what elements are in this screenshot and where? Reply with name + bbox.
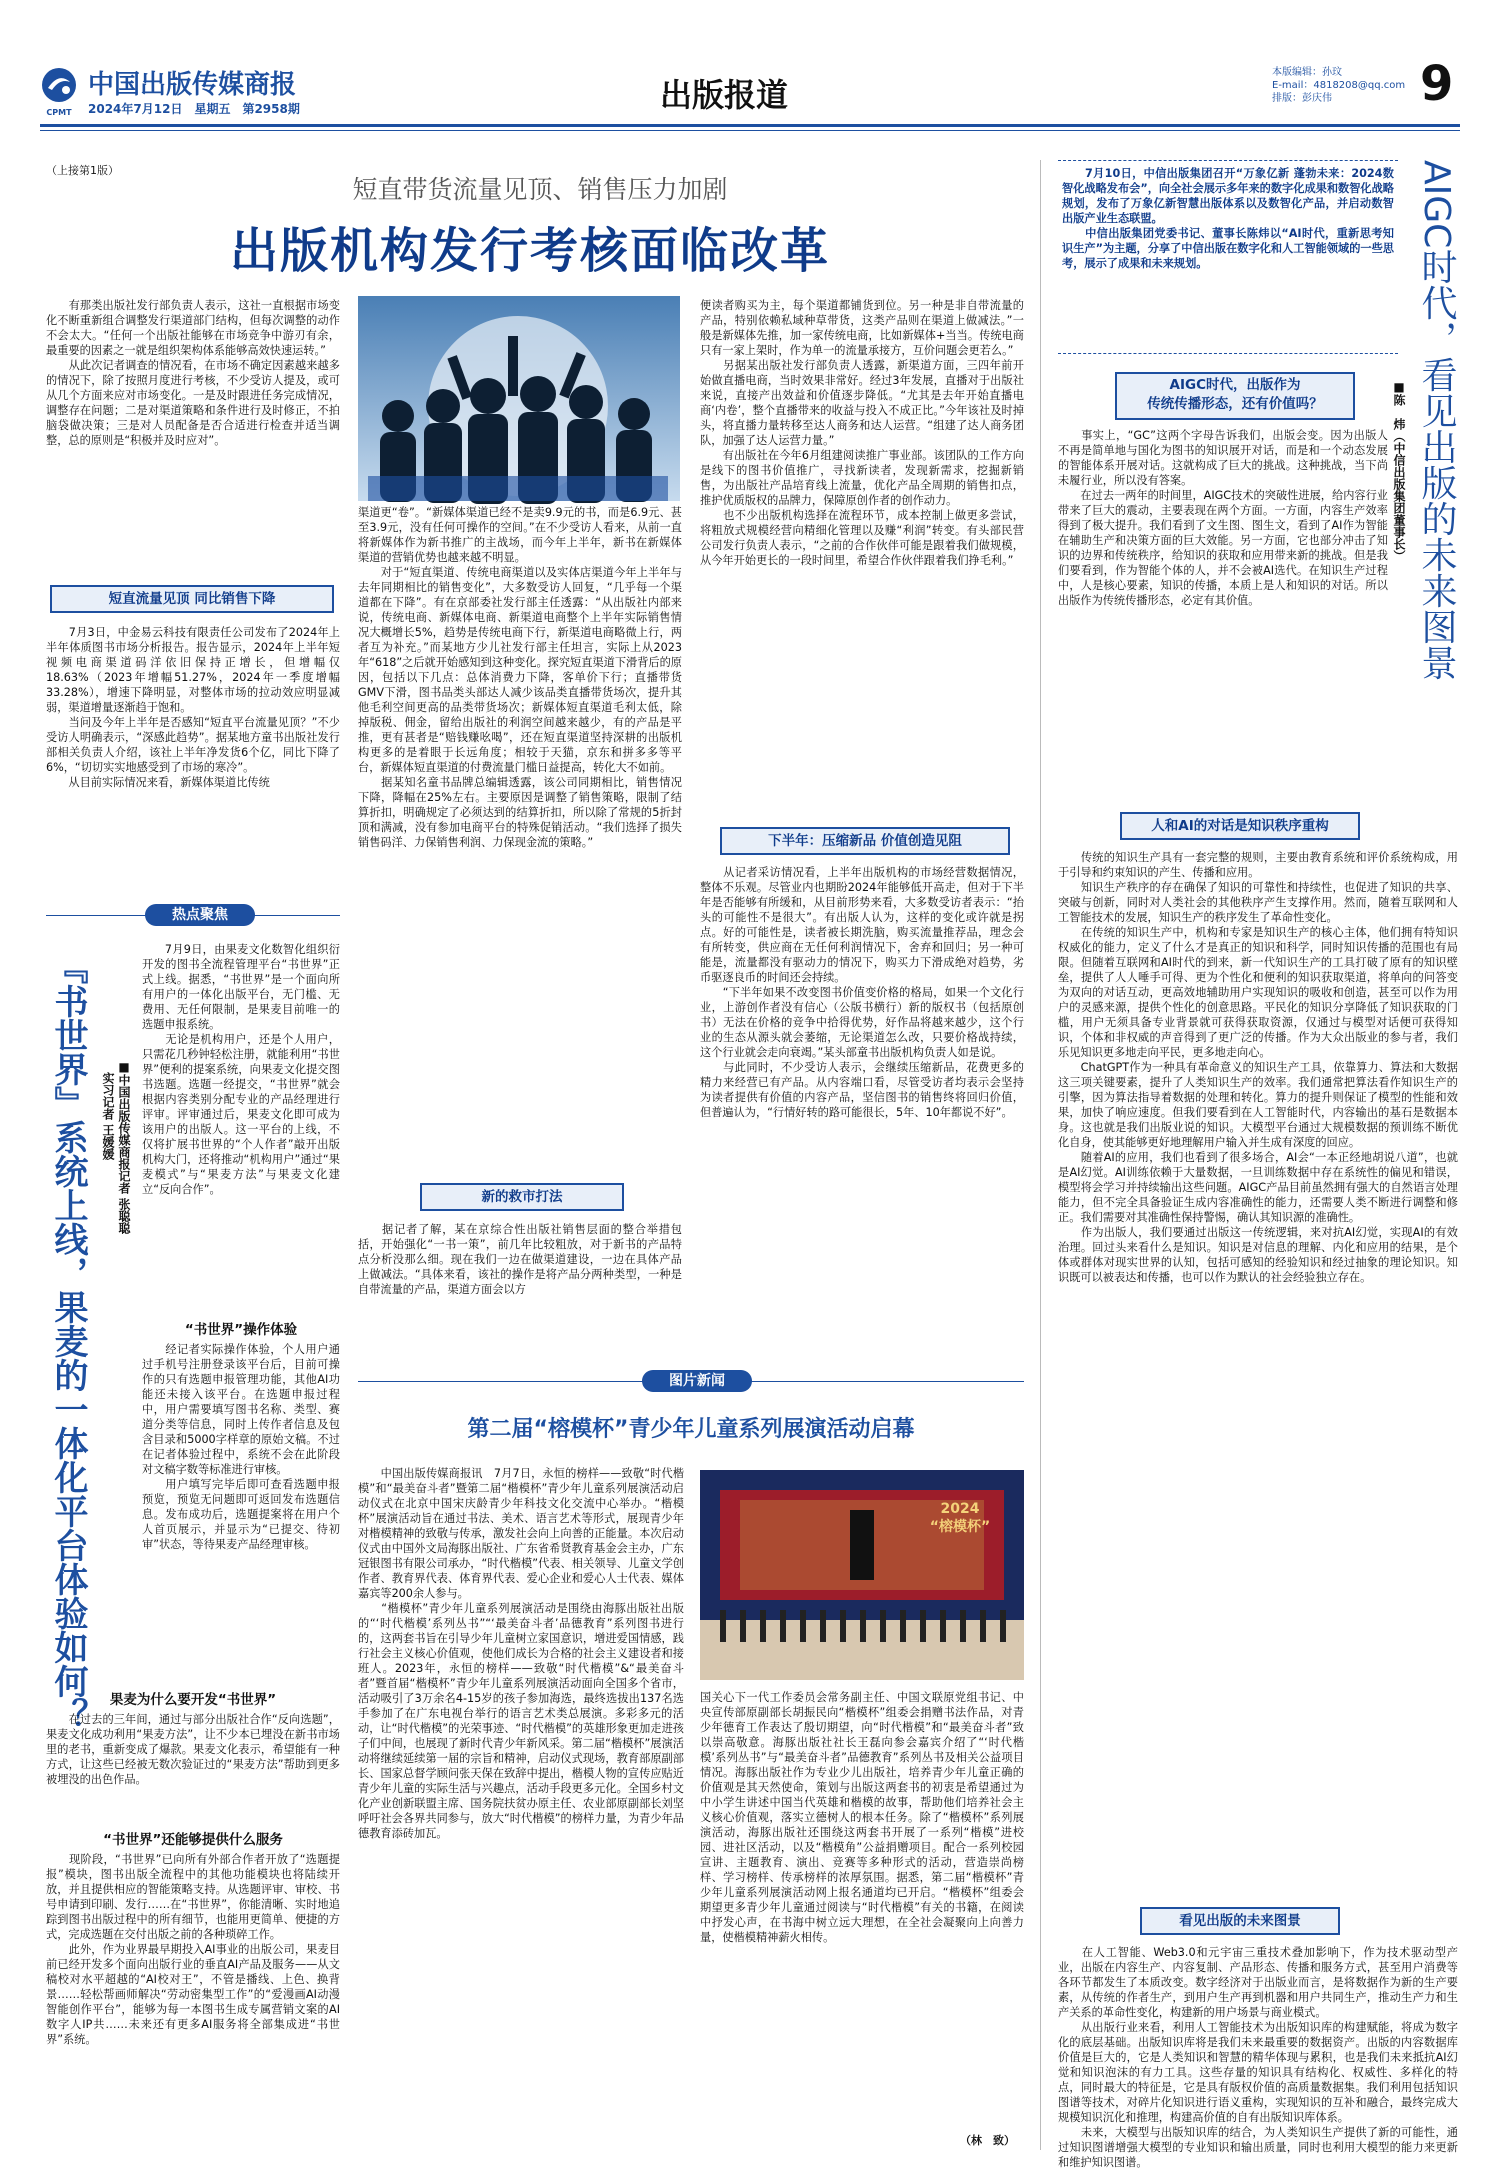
lead-kicker: 短直带货流量见顶、销售压力加剧: [352, 175, 728, 204]
issue-line: 2024年7月12日 星期五 第2958期: [88, 102, 300, 116]
column-divider: [1040, 160, 1041, 2150]
section-title: 出版报道: [660, 76, 789, 114]
aigc-intro: 7月10日，中信出版集团召开“万象亿新 蓬勃未来：2024数智化战略发布会”，向全社会展示多年来的数字化成果和数智化战略规划，发布了万象亿新智慧出版体系以及数智化产品，并启动数智出版产业生态联盟。 中信出版集团党委书记、董事长陈炜以“AI时代，重新思考知识生产”为主题，分享了中信出版在数字化和人工智能领域的一些思考，展示了成果和未来规划。: [1062, 167, 1394, 270]
newspaper-logo-icon: [40, 66, 78, 117]
hot-vertical-headline: 『书世界』系统上线，果麦的一体化平台体验如何？: [48, 950, 88, 1732]
aigc-paragraph-3: 在人工智能、Web3.0和元宇宙三重技术叠加影响下，作为技术驱动型产业，出版在内容生产、内容复制、产品形态、传播和服务方式，甚至用户消费等各环节都发生了本质改变。数字经济对于出版业而言，是将数据作为新的生产要素，从传统的作者生产，到用户生产再到机器和用户共同生产，推动生产力和生产关系的革命性变化，构建新的用户场景与商业模式。 从出版行业来看，利用人工智能技术为出版知识库的构建赋能，将成为数字化的底层基础。出版知识库将是我们未来最重要的数据资产。出版的内容数据库价值是巨大的，它是人类知识和智慧的精华体现与累积，也是我们未来抵抗AI幻觉和知识泡沫的有力工具。这些存量的知识具有结构化、权威性、多样化的特点，同时最大的特征是，它是具有版权价值的高质量数据集。我们利用包括知识图谱等技术，对碎片化知识进行语义重构，实现知识的互补和融合，最终完成大规模知识沉化和推理，构建高价值的自有出版知识库体系。 未来，大模型与出版知识库的结合，为人类知识生产提供了新的可能性，通过知识图谱增强大模型的专业知识和输出质量，同时也利用大模型的能力来更新和维护知识图谱。: [1058, 1946, 1458, 2169]
lead-column-1b: 7月3日，中金易云科技有限责任公司发布了2024年上半年体质图书市场分析报告。报告显示，2024年上半年短视频电商渠道码洋依旧保持正增长，但增幅仅18.63%（2023年增幅51.27%，2024年一季度增幅33.28%），增速下降明显，对整体市场的拉动效应明显减弱，渠道增量逐渐趋于饱和。 当问及今年上半年是否感知“短直平台流量见顶？”不少受访人明确表示，“深感此趋势”。据某地方童书出版社发行部相关负责人介绍，该社上半年净发货6个亿，同比下降了6%，“切切实实地感受到了市场的寒冷”。 从目前实际情况来看，新媒体渠道比传统: [46, 626, 340, 789]
hot-subhead-services: “书世界”还能够提供什么服务: [103, 1832, 283, 1848]
aigc-paragraph-1: 事实上，“GC”这两个字母告诉我们，出版会变。因为出版人不再是简单地与国化为图书的知识展开对话，而是和一个动态发展的智能体系开展对话。这就构成了巨大的挑战。这种挑战，当下尚未履行业，所以没有答案。 在过去一两年的时间里，AIGC技术的突破性进展，给内容行业带来了巨大的震动，主要表现在两个方面。一方面，内容生产效率得到了极大提升。我们看到了文生图、图生文，看到了AI作为智能在辅助生产和决策方面的巨大效能。另一方面，它也部分冲击了知识的边界和传统秩序，给知识的获取和应用带来新的挑战。但是我们要看到，作为智能个体的人，并不会被AI选代。在知识生产过程中，人是核心要素，知识的传播，本质上是人和知识的对话。所以出版作为传统传播形态，必定有其价值。: [1058, 429, 1388, 607]
editor-credits: 本版编辑：孙玟 E-mail：4818208@qq.com 排版：彭庆伟: [1272, 67, 1406, 104]
lead-column-2: 渠道更“卷”。“新媒体渠道已经不是卖9.9元的书，而是6.9元、甚至3.9元，没有任何可操作的空间。”在不少受访人看来，从前一直将新媒体作为新书推广的主战场，而今年上半年，新书在新媒体渠道的营销优势也越来越不明显。 对于“短直渠道、传统电商渠道以及实体店渠道今年上半年与去年同期相比的销售变化”，大多数受访人回复，“几乎每一个渠道都在下降”。有在京部委社发行部主任透露：“从出版社内部来说，传统电商、新媒体电商、新渠道电商整个上半年实际销售情况大概增长5%，趋势是传统电商下行，新渠道电商略微上行，两者互为补充。”而某地方少儿社发行部主任坦言，实际上从2023年“618”之后就开始感知到这种变化。探究短直渠道下滑背后的原因，包括以下几点：总体消费力下降，客单价下行；直播带货GMV下滑，图书品类头部达人减少该品类直播带货场次，提升其他毛利空间更高的品类带货场次；新媒体短直渠道毛利太低，除掉版税、佣金，留给出版社的利润空间越来越少，有的产品是平推，更有甚者是“赔钱赚吆喝”，还在短直渠道坚持深耕的出版机构更多的是着眼于长远角度；相较于天猫，京东和拼多多等平台，新媒体短直渠道的付费流量门槛日益提高，转化大不如前。 据某知名童书品牌总编辑透露，该公司同期相比，销售情况下降，降幅在25%左右。主要原因是调整了销售策略，限制了结算折扣，明确规定了必须达到的结算折扣，所以除了常规的5折封顶和满减，没有参加电商平台的特殊促销活动。“我们选择了损失销售码洋、力保销售利润、力保现金流的策略。”: [358, 506, 682, 849]
hot-byline: ■中国出版传媒商报记者 张聪聪 实习记者 王媛媛: [101, 1060, 131, 1235]
masthead: [40, 56, 1460, 122]
hot-paragraph-1: 7月9日，由果麦文化数智化组织衍开发的图书全流程管理平台“书世界”正式上线。据悉，“书世界”是一个面向所有用户的一体化出版平台，无门槛、无费用、无任何限制，是果麦目前唯一的选题申报系统。 无论是机构用户，还是个人用户，只需花几秒钟轻松注册，就能利用“书世界”便利的提案系统，向果麦文化提交图书选题。选题一经提交，“书世界”就会根据内容类别分配专业的产品经理进行评审。评审通过后，果麦文化即可成为该用户的出版人。这一平台的上线，不仅将扩展书世界的“个人作者”敲开出版机构大门，还将推动“机构用户”通过“果麦模式”与“果麦方法”与果麦文化建立“反向合作”。: [142, 943, 340, 1196]
hot-subhead-experience: “书世界”操作体验: [184, 1322, 298, 1338]
lead-headline: 出版机构发行考核面临改革: [229, 223, 830, 279]
subhead-new-tactics: 新的救市打法: [420, 1183, 624, 1211]
photo-news-tag: 图片新闻: [642, 1370, 752, 1392]
stage-banner-text: 2024 “榕模杯”: [929, 1501, 991, 1535]
lead-column-1: 有那类出版社发行部负责人表示，这社一直根据市场变化不断重新组合调整发行渠道部门结构，但每次调整的动作不会太大。“任何一个出版社能够在市场竞争中游刃有余，最重要的因素之一就是组织架构体系能够高效快速运转。” 从此次记者调查的情况看，在市场不确定因素越来越多的情况下，除了按照月度进行考核，不少受访人提及，或可从几个方面来应对市场变化。一是及时跟进任务完成情况，调整存在问题；二是对渠道策略和条件进行及时修正，不拍脑袋做决策；三是对人员配备是否合适进行检查并适当调整，总的原则是“积极并及时应对”。: [46, 299, 340, 447]
hot-paragraph-4: 现阶段，“书世界”已向所有外部合作者开放了“选题提报”模块，图书出版全流程中的其他功能模块也将陆续开放，并且提供相应的智能策略支持。从选题评审、审校、书号申请到印刷、发行……在“书世界”，你能清晰、实时地追踪到图书出版过程中的所有细节，也能用更简单、便捷的方式，完成选题在交付出版之前的各种琐碎工作。 此外，作为业界最早期投入AI事业的出版公司，果麦目前已经开发多个面向出版行业的垂直AI产品及服务——从文稿校对水平超越的“AI校对王”，不管是播线、上色、换背景……轻松帮画师解决“劳动密集型工作”的“爱漫画AI动漫智能创作平台”，能够为每一本图书生成专属营销文案的AI数字人IP共……未来还有更多AI服务将全部集成进“书世界”系统。: [46, 1853, 340, 2046]
lead-column-3b: 从记者采访情况看，上半年出版机构的市场经营数据情况，整体不乐观。尽管业内也期盼2024年能够低开高走，但对于下半年是否能够有所缓和，从目前形势来看，大多数受访者表示：“抬头的可能性不是很大”。有出版人认为，这样的变化或许就是拐点。好的可能性是，读者被长期洗脑，购买流量推荐品，理念会有所转变，供应商在无任何利润情况下，舍弃和回归；另一种可能是，流量都没有驱动力的情况下，购买力下滑成绝对趋势，劣币驱逐良币的时间还会持续。 “下半年如果不改变图书价值变价格的格局，如果一个文化行业，上游创作者没有信心（公版书横行）新的版权书（包括原创书）无法在价格的竞争中拾得优势，好作品将越来越少，这个行业的生态从源头就会萎缩，无论渠道怎么改，只要价格战持续，这个行业就会走向衰竭。”某头部童书出版机构负责人如是说。 与此同时，不少受访人表示，会继续压缩新品，花费更多的精力来经营已有产品。从内容端口看，尽管受访者均表示会坚持为读者提供有价值的内容产品，坚信图书的销售终将回归价值，但普遍认为，“行情好转的路可能很长，5年、10年都说不好”。: [700, 866, 1024, 1119]
aigc-byline-visible: ■陈 炜（中信出版集团董事长）: [1392, 380, 1406, 562]
aigc-subhead-3: 看见出版的未来图景: [1140, 1907, 1340, 1935]
hot-paragraph-2: 经记者实际操作体验，个人用户通过手机号注册登录该平台后，目前可操作的只有选题申报管理功能，其他AI功能还未接入该平台。在选题申报过程中，用户需要填写图书名称、类型、赛道分类等信息，同时上传作者信息及包含目录和5000字样章的原始文稿。不过在记者体验过程中，系统不会在此阶段对文稿字数等标准进行审核。 用户填写完毕后即可查看选题申报预览，预览无问题即可返回发布选题信息。发布成功后，选题提案将在用户个人首页展示，并显示为“已提交、待初审”状态，等待果麦产品经理审核。: [142, 1343, 340, 1551]
aigc-vertical-headline: AIGC时代，看见出版的未来图景: [1416, 160, 1457, 681]
hot-paragraph-3: 在过去的三年间，通过与部分出版社合作“反向选题”，果麦文化成功利用“果麦方法”，让不少本已埋没在新书市场里的老书，重新变成了爆款。果麦文化表示，希望能有一种方式，让这些已经被无数次验证过的“果麦方法”帮助到更多被埋没的出色作品。: [46, 1713, 340, 1786]
continued-note: （上接第1版）: [46, 164, 119, 177]
photo-news-headline: 第二届“榕模杯”青少年儿童系列展演活动启幕: [467, 1417, 915, 1442]
subhead-second-half: 下半年：压缩新品 价值创造见阻: [720, 827, 1010, 855]
aigc-subhead-1: AIGC时代，出版作为 传统传播形态，还有价值吗？: [1147, 377, 1323, 412]
photo-news-signature: （林 致）: [960, 2134, 1015, 2147]
newspaper-name: 中国出版传媒商报: [88, 70, 297, 100]
page-number: 9: [1420, 56, 1454, 112]
subhead-traffic-peak: 短直流量见顶 同比销售下降: [50, 585, 334, 613]
photo-news-paragraph-1: 中国出版传媒商报讯 7月7日，永恒的榜样——致敬“时代楷模”和“最美奋斗者”暨第二届“楷模杯”青少年儿童系列展演活动启动仪式在北京中国宋庆龄青少年科技文化交流中心举办。“楷模杯”展演活动旨在通过书法、美术、语言艺术等形式，展现青少年对楷模精神的致敬与传承，激发社会向上向善的正能量。本次启动仪式由中国外文局海豚出版社、广东省希贤教育基金会主办，广东冠银图书有限公司承办，“时代楷模”代表、相关领导、儿童文学创作者、教育界代表、体育界代表、爱心企业和爱心人士代表、媒体嘉宾等200余人参与。 “楷模杯”青少年儿童系列展演活动是围绕由海豚出版社出版的“‘时代楷模’系列丛书”“‘最美奋斗者’品德教育”系列图书进行的，这两套书旨在引导少年儿童树立家国意识，增进爱国情感，践行社会主义核心价值观，使他们成长为合格的社会主义建设者和接班人。2023年，永恒的榜样——致敬“时代楷模”&“最美奋斗者”暨首届“楷模杯”青少年儿童系列展演活动面向全国多个省市，活动吸引了3万余名4-15岁的孩子参加海选，最终选拔出137名选手参加了在广东电视台举行的语言艺术类总展演。多彩多元的活动，让“时代楷模”的光荣事迹、“时代楷模”的英雄形象更加走进孩子们中间，也展现了新时代青少年新风采。第二届“楷模杯”展演活动将继续延续第一届的宗旨和精神，启动仪式现场，教育部原副部长、国家总督学顾问张天保在致辞中提出，楷模人物的宣传应贴近青少年儿童的实际生活与兴趣点，活动手段更多元化。全国乡村文化产业创新联盟主席、国务院扶贫办原主任、农业部原副部长刘坚呼吁社会各界共同参与，放大“时代楷模”的榜样力量，为青少年品德教育添砖加瓦。: [358, 1467, 684, 1840]
aigc-subhead-2: 人和AI的对话是知识秩序重构: [1120, 812, 1360, 840]
lead-column-3: 便读者购买为主，每个渠道都铺货到位。另一种是非自带流量的产品，特别依赖私域种草带货，这类产品则在渠道上做减法。”一般是新媒体先推，加一家传统电商，比如新媒体+当当。传统电商只有一家上架时，作为单一的流量承接方，互价问题会更若么。” 另据某出版社发行部负责人透露，新渠道方面，三四年前开始做直播电商，当时效果非常好。经过3年发展，直播对于出版社来说，直接产出效益和价值逐步降低。“尤其是去年开始直播电商‘内卷’，整个直播带来的收益与投入不成正比。”今年该社及时掉头，将直播力量转移至达人商务和达人运营。“组建了达人商务团队，加强了达人运营力量。” 有出版社在今年6月组建阅读推广事业部。该团队的工作方向是线下的图书价值推广，寻找新读者，发现新需求，挖掘新销售，为出版社产品培育线上流量，优化产品全周期的销售扣点，推护优质版权的品牌力，保障原创作者的创作动力。 也不少出版机构选择在流程环节，成本控制上做更多尝试，将粗放式规模经营向精细化管理以及赚“利润”转变。有头部民营公司发行负责人表示，“之前的合作伙伴可能是跟着我们做规模，从今年开始更长的一段时间里，希望合作伙伴跟着我们挣毛利。”: [700, 299, 1024, 567]
masthead-rule: [40, 124, 1460, 127]
photo-news-paragraph-2: 国关心下一代工作委员会常务副主任、中国文联原党组书记、中央宣传部原副部长胡振民向“楷模杯”组委会捐赠书法作品，对青少年德育工作表达了殷切期望，向“时代楷模”和“最美奋斗者”致以崇高敬意。海豚出版社社长王磊向参会嘉宾介绍了“‘时代楷模’系列丛书”与“最美奋斗者”品德教育”系列丛书及相关公益项目情况。海豚出版社作为专业少儿出版社，培养青少年儿童正确的价值观是其天然使命，策划与出版这两套书的初衷是希望通过为中小学生讲述中国当代英雄和楷模的故事，帮助他们培养社会主义核心价值观，落实立德树人的根本任务。除了“楷模杯”系列展演活动，海豚出版社还围绕这两套书开展了一系列“楷模”进校园、进社区活动，以及“楷模角”公益捐赠项目。配合一系列校园宣讲、主题教育、演出、竞赛等多种形式的活动，营造崇尚榜样、学习榜样、传承榜样的浓厚氛围。据悉，第二届“楷模杯”青少年儿童系列展演活动网上报名通道均已开启。“楷模杯”组委会期望更多青少年儿童通过阅读与“时代楷模”有关的书籍，在阅读中抒发心声，在书海中树立远大理想，在全社会凝聚向上向善力量，使楷模精神薪火相传。: [700, 1691, 1024, 1944]
lead-photo: [358, 296, 680, 501]
hot-focus-tag: 热点聚焦: [145, 904, 255, 926]
aigc-paragraph-2: 传统的知识生产具有一套完整的规则，主要由教育系统和评价系统构成，用于引导和约束知识的产生、传播和应用。 知识生产秩序的存在确保了知识的可靠性和持续性，也促进了知识的共享、突破与创新，同时对人类社会的其他秩序产生支撑作用。然而，随着互联网和人工智能技术的发展，知识生产的秩序发生了革命性变化。 在传统的知识生产中，机构和专家是知识生产的核心主体，他们拥有特知识权威化的能力，定义了什么才是真正的知识和科学，同时知识传播的范围也有局限。但随着互联网和AI时代的到来，新一代知识生产的工具打破了原有的知识壁垒，提供了人人唾手可得、更为个性化和便利的知识获取渠道，将单向的问答变为双向的对话互动，更高效地辅助用户实现知识的吸收和创造，甚至可以作为用户的灵感来源，提供个性化的创意思路。平民化的知识分享降低了知识获取的门槛，用户无须具备专业背景就可获得获取资源，仅通过与模型对话便可获得知识，个体和非权威的声音得到了更广泛的传播。作为大众出版业的参与者，我们乐见知识更多地走向平民，更多地走向心。 ChatGPT作为一种具有革命意义的知识生产工具，依靠算力、算法和大数据这三项关键要素，提升了人类知识生产的效率。我们通常把算法看作知识生产的引擎，因为算法指导着数据的处理和转化。算力的提升则保证了模型的性能和效果，加快了响应速度。但我们要看到在人工智能时代，内容输出的基石是数据本身。这也就是我们出版业说的知识。大模型平台通过大规模数据的预训练不断优化自身，使其能够更好地理解用户输入并生成有深度的回应。 随着AI的应用，我们也看到了很多场合，AI会“一本正经地胡说八道”，也就是AI幻觉。AI训练依赖于大量数据，一旦训练数据中存在系统性的偏见和错误，模型将会学习并持续输出这些问题。AIGC产品目前虽然拥有强大的自然语言处理能力，但不完全具备验证生成内容准确性的能力，还需要人类不断进行调整和修正。我们需要对其准确性保持警惕，确认其知识源的准确性。 作为出版人，我们要通过出版这一传统逻辑，来对抗AI幻觉，实现AI的有效治理。回过头来看什么是知识。知识是对信息的理解、内化和应用的结果，是个体或群体对现实世界的认知，包括可感知的经验知识和经过抽象的理论知识。知识既可以被表达和传播，也可以作为默认的社会经验独立存在。: [1058, 851, 1458, 1284]
masthead-rule-thin: [40, 130, 1460, 131]
lead-column-2b: 据记者了解，某在京综合性出版社销售层面的整合举措包括，开始强化“一书一策”，前几年比较粗放，对于新书的产品特点分析没那么细。现在我们一边在做渠道建设，一边在具体产品上做减法。“具体来看，该社的操作是将产品分两种类型，一种是自带流量的产品，渠道方面会以方: [358, 1223, 682, 1296]
hot-subhead-why: 果麦为什么要开发“书世界”: [109, 1692, 277, 1708]
logo-abbreviation: CPMT: [46, 108, 72, 117]
event-stage-photo: [700, 1470, 1024, 1680]
